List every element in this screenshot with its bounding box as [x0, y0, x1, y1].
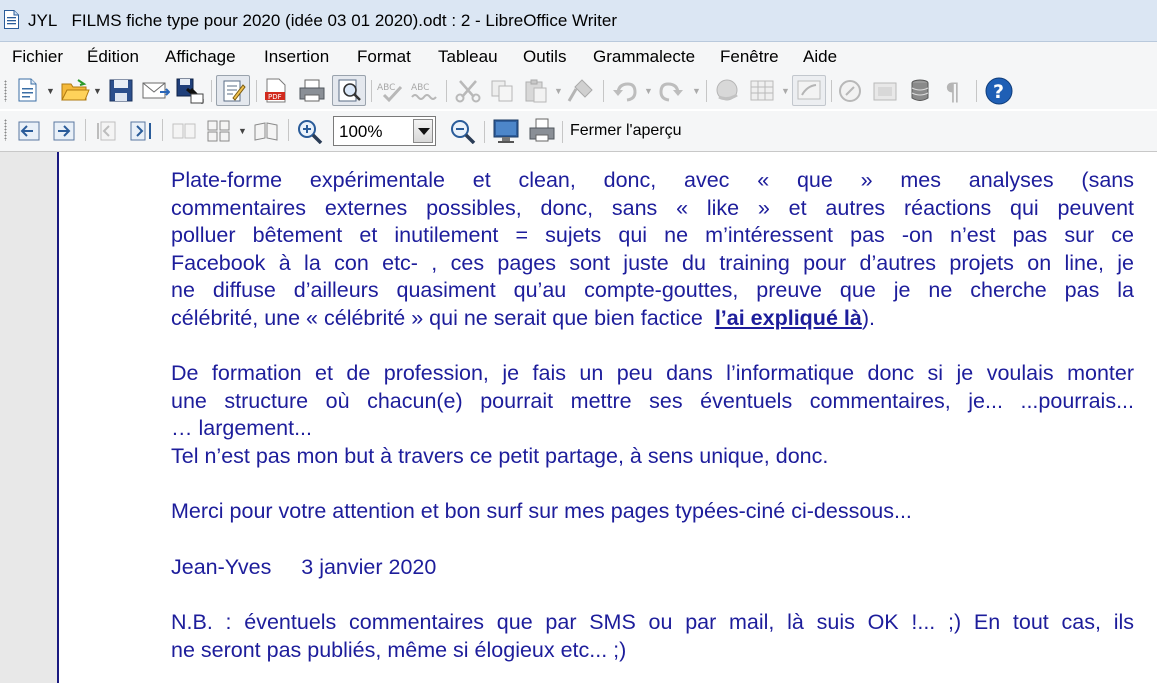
print-preview-button[interactable]: [332, 75, 366, 106]
zoom-dropdown-button[interactable]: [413, 119, 433, 143]
multiple-pages-icon[interactable]: [205, 119, 233, 143]
title-bar: [0, 0, 1157, 42]
zoom-combobox[interactable]: [333, 116, 436, 146]
text-line: ne seront pas publiés, même si élogieux etc... ;): [171, 637, 627, 662]
table-icon[interactable]: [748, 78, 776, 103]
menu-edition[interactable]: Édition: [87, 47, 139, 66]
paragraph-intro: [171, 167, 1134, 333]
signature-line: [171, 554, 1134, 582]
toolbar-grip[interactable]: [4, 119, 7, 141]
open-dropdown-icon[interactable]: ▼: [93, 86, 102, 96]
navigator-icon[interactable]: [837, 78, 865, 103]
book-preview-icon[interactable]: [252, 120, 280, 142]
previous-page-icon[interactable]: [15, 120, 43, 142]
svg-text:¶: ¶: [945, 78, 961, 103]
text-line: Merci pour votre attention et bon surf sur mes pages typées-ciné ci-dessous...: [171, 499, 912, 523]
edit-mode-icon: [217, 76, 249, 105]
auto-spellcheck-icon[interactable]: [410, 78, 440, 103]
menu-aide[interactable]: Aide: [803, 47, 838, 66]
full-screen-icon[interactable]: [491, 117, 521, 145]
menu-bar: [0, 42, 1157, 72]
last-page-icon[interactable]: [128, 120, 154, 142]
edit-file-icon[interactable]: [175, 77, 206, 105]
data-sources-icon[interactable]: [906, 77, 934, 104]
save-icon[interactable]: [108, 78, 134, 102]
text-segment: célébrité, une « célébrité » qui ne serait que bien factice: [171, 305, 709, 330]
zoom-value[interactable]: 100%: [339, 122, 383, 141]
text-line: commentaires externes possibles, donc, sans « like » et autres réactions qui peuvent: [171, 195, 1134, 220]
text-line: … largement...: [171, 416, 312, 441]
text-line: De formation et de profession, je fais un peu dans l’informatique donc si je voulais monter: [171, 361, 1134, 385]
copy-icon[interactable]: [488, 78, 516, 103]
zoom-out-icon[interactable]: [449, 118, 477, 144]
text-line: polluer bêtement et inutilement = sujets qui ne m’intéressent pas -on n’est pas sur ce: [171, 223, 1134, 248]
menu-outils[interactable]: Outils: [523, 47, 567, 66]
close-preview-button[interactable]: Fermer l'aperçu: [570, 122, 682, 139]
hyperlink-icon[interactable]: [713, 77, 743, 104]
page-border: [57, 152, 59, 683]
export-pdf-icon[interactable]: [263, 77, 289, 104]
svg-text:ABC: ABC: [411, 83, 430, 93]
new-dropdown-icon[interactable]: ▼: [46, 86, 55, 96]
zoom-in-icon[interactable]: [296, 118, 324, 144]
undo-dropdown-icon[interactable]: ▼: [644, 86, 653, 96]
text-line: Facebook à la con etc- , ces pages sont juste du training pour d’autres projets on line, je: [171, 250, 1134, 275]
standard-toolbar: [0, 72, 1157, 109]
signature-text: Jean-Yves 3 janvier 2020: [171, 555, 437, 579]
menu-affichage[interactable]: Affichage: [165, 47, 236, 66]
show-draw-functions-button[interactable]: [792, 75, 826, 106]
menu-insertion[interactable]: Insertion: [264, 47, 330, 66]
edit-mode-button[interactable]: [216, 75, 250, 106]
explanation-link[interactable]: l’ai expliqué là: [714, 305, 862, 330]
toolbar-grip[interactable]: [4, 80, 7, 102]
open-folder-icon[interactable]: [60, 78, 90, 102]
page-gutter: [0, 152, 57, 683]
menu-tableau[interactable]: Tableau: [438, 47, 498, 66]
gallery-icon[interactable]: [871, 78, 899, 103]
formatting-marks-icon[interactable]: [941, 78, 969, 103]
draw-functions-icon: [793, 76, 825, 105]
next-page-icon[interactable]: [50, 120, 78, 142]
redo-icon[interactable]: [658, 78, 686, 103]
menu-format[interactable]: Format: [357, 47, 411, 66]
svg-text:?: ?: [993, 81, 1005, 103]
menu-fenetre[interactable]: Fenêtre: [720, 47, 779, 66]
menu-fichier[interactable]: Fichier: [12, 47, 64, 66]
text-line: Tel n’est pas mon but à travers ce petit partage, à sens unique, donc.: [171, 443, 829, 468]
two-pages-icon[interactable]: [170, 120, 198, 142]
help-icon[interactable]: [984, 76, 1014, 106]
svg-text:ABC: ABC: [377, 83, 396, 93]
undo-icon[interactable]: [610, 78, 638, 103]
first-page-icon[interactable]: [94, 120, 120, 142]
text-line: une structure où chacun(e) pourrait mettre ses éventuels commentaires, je... ...pourrais...: [171, 388, 1134, 413]
paragraph-profession: [171, 360, 1134, 470]
menu-grammalecte[interactable]: Grammalecte: [593, 47, 696, 66]
text-line-with-link: [171, 305, 1134, 333]
table-dropdown-icon[interactable]: ▼: [781, 86, 790, 96]
text-line: Plate-forme expérimentale et clean, donc, avec « que » mes analyses (sans: [171, 168, 1134, 192]
print-preview-icon: [333, 76, 365, 105]
clone-formatting-icon[interactable]: [566, 77, 596, 104]
redo-dropdown-icon[interactable]: ▼: [692, 86, 701, 96]
text-segment: ).: [861, 305, 875, 330]
paste-dropdown-icon[interactable]: ▼: [554, 86, 563, 96]
text-line: ne diffuse d’ailleurs quasiment qu’au compte-gouttes, preuve que je ne cherche pas la: [171, 278, 1134, 303]
paragraph-nb: [171, 609, 1134, 664]
multiple-pages-dropdown-icon[interactable]: ▼: [238, 126, 247, 136]
writer-document-icon: [4, 10, 19, 29]
cut-icon[interactable]: [454, 78, 482, 103]
svg-text:PDF: PDF: [268, 93, 282, 101]
paste-icon[interactable]: [522, 77, 550, 104]
paragraph-thanks: [171, 498, 1134, 526]
email-document-icon[interactable]: [141, 79, 170, 101]
print-icon[interactable]: [297, 78, 327, 103]
print-document-icon[interactable]: [527, 117, 557, 145]
new-document-icon[interactable]: [15, 77, 39, 103]
text-line: N.B. : éventuels commentaires que par SMS ou par mail, là suis OK !... ;) En tout cas, ils: [171, 610, 1134, 634]
spelling-icon[interactable]: [376, 78, 406, 103]
window-title: JYL FILMS fiche type pour 2020 (idée 03 01 2020).odt : 2 - LibreOffice Writer: [28, 11, 618, 30]
